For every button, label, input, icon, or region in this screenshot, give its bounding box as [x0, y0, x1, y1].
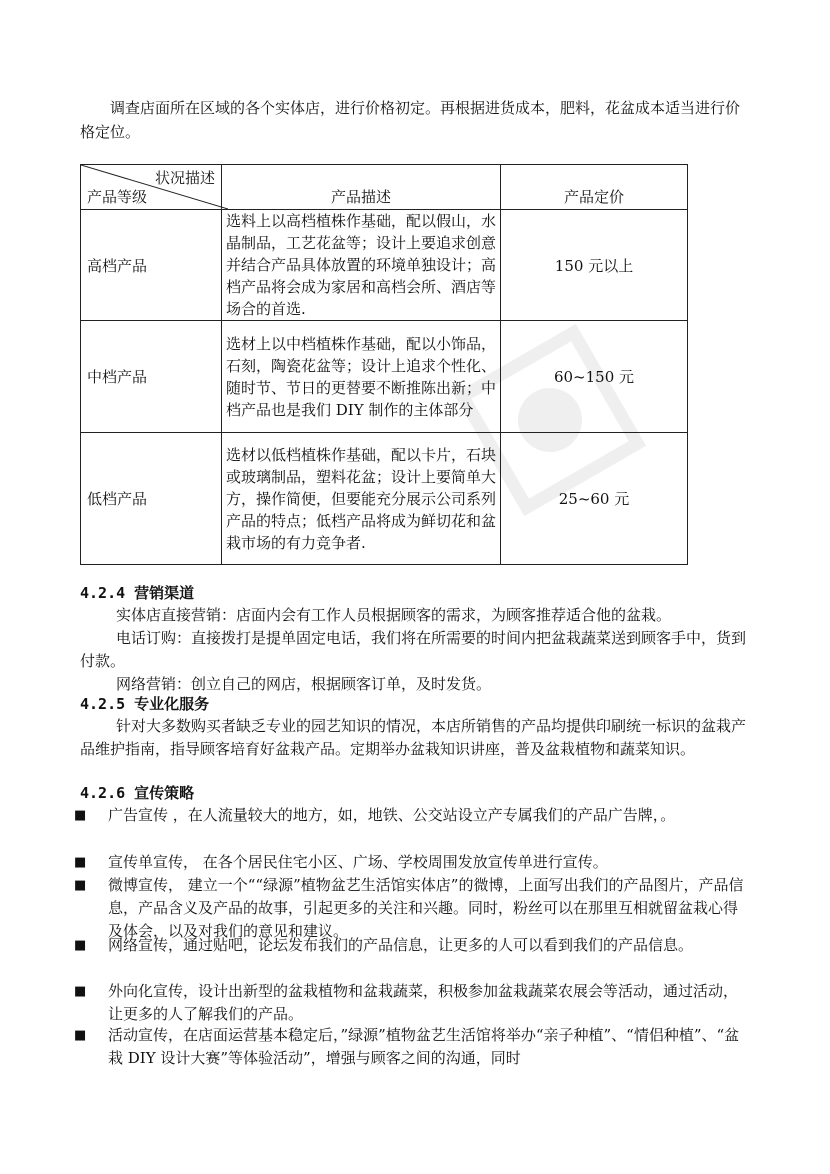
price-cell: 60~150 元	[501, 321, 688, 433]
bullet-square-icon: ■	[74, 855, 87, 870]
paragraph-phone-order: 电话订购：直接拨打是提单固定电话，我们将在所需要的时间内把盆栽蔬菜送到顾客手中，货到付款。	[80, 629, 747, 670]
grade-cell: 中档产品	[81, 321, 222, 433]
grade-cell: 低档产品	[81, 433, 222, 565]
list-item-text: 网络宣传，通过贴吧，论坛发布我们的产品信息，让更多的人可以看到我们的产品信息。	[108, 936, 694, 954]
list-item	[74, 980, 748, 1026]
paragraph-direct-sales: 实体店直接营销：店面内会有工作人员根据顾客的需求，为顾客推荐适合他的盆栽。	[116, 606, 672, 624]
bullet-square-icon: ■	[74, 984, 87, 999]
section-heading-4-2-6: 4.2.6 宣传策略	[80, 784, 195, 802]
list-item	[74, 934, 748, 957]
list-item-text: 微博宣传， 建立一个““绿源”植物盆艺生活馆实体店”的微博，上面写出我们的产品图片，产品信息，产品含义及产品的故事，引起更多的关注和兴趣。同时，粉丝可以在那里互相就留盆栽心得及体会，以及对我们的意见和建议。	[108, 876, 744, 940]
list-item	[74, 1024, 748, 1070]
table-row	[81, 210, 688, 321]
corner-top-label: 状况描述	[154, 169, 215, 187]
list-item	[74, 851, 748, 874]
table-row	[81, 433, 688, 565]
list-item-text: 宣传单宣传， 在各个居民住宅小区、广场、学校周围发放宣传单进行宣传。	[108, 853, 608, 871]
list-item-text: 外向化宣传，设计出新型的盆栽植物和盆栽蔬菜，积极参加盆栽蔬菜农展会等活动，通过活动，让更多的人了解我们的产品。	[108, 982, 739, 1023]
price-cell: 25~60 元	[501, 433, 688, 565]
section-heading-4-2-5: 4.2.5 专业化服务	[80, 695, 210, 713]
list-item-text: 活动宣传，在店面运营基本稳定后，”绿源”植物盆艺生活馆将举办“亲子种植”、“情侣种植”、“盆栽 DIY 设计大赛”等体验活动”，增强与顾客之间的沟通，同时	[108, 1026, 740, 1067]
bullet-square-icon: ■	[74, 1028, 87, 1043]
list-item	[74, 874, 748, 943]
list-item	[74, 804, 748, 827]
paragraph-professional-service: 针对大多数购买者缺乏专业的园艺知识的情况，本店所销售的产品均提供印刷统一标识的盆栽产品维护指南，指导顾客培育好盆栽产品。定期举办盆栽知识讲座，普及盆栽植物和蔬菜知识。	[80, 717, 747, 758]
grade-cell: 高档产品	[81, 210, 222, 321]
column-header-desc: 产品描述	[222, 165, 501, 210]
price-table	[80, 164, 688, 565]
intro-paragraph: 调查店面所在区域的各个实体店，进行价格初定。再根据进货成本，肥料，花盆成本适当进行价格定位。	[80, 99, 741, 141]
table-corner-cell	[81, 165, 222, 210]
description-cell: 选材上以中档植株作基础，配以小饰品，石刻，陶瓷花盆等；设计上追求个性化、随时节、节日的更替要不断推陈出新；中档产品也是我们 DIY 制作的主体部分	[222, 321, 501, 433]
list-item-text: 广告宣传 ，在人流量较大的地方，如，地铁、公交站设立产专属我们的产品广告牌，。	[108, 806, 676, 824]
description-cell: 选料上以高档植株作基础，配以假山，水晶制品，工艺花盆等；设计上要追求创意并结合产品具体放置的环境单独设计；高档产品将会成为家居和高档会所、酒店等场合的首选.	[222, 210, 501, 321]
column-header-price: 产品定价	[501, 165, 688, 210]
table-row	[81, 321, 688, 433]
section-heading-4-2-4: 4.2.4 营销渠道	[80, 584, 195, 602]
bullet-square-icon: ■	[74, 878, 87, 893]
table-header-row	[81, 165, 688, 210]
bullet-square-icon: ■	[74, 808, 87, 823]
bullet-square-icon: ■	[74, 938, 87, 953]
paragraph-online-sales: 网络营销：创立自己的网店，根据顾客订单，及时发货。	[116, 675, 492, 693]
price-cell: 150 元以上	[501, 210, 688, 321]
description-cell: 选材以低档植株作基础，配以卡片，石块或玻璃制品，塑料花盆；设计上要简单大方，操作简便，但要能充分展示公司系列产品的特点；低档产品将成为鲜切花和盆栽市场的有力竞争者.	[222, 433, 501, 565]
corner-bottom-label: 产品等级	[87, 188, 148, 206]
